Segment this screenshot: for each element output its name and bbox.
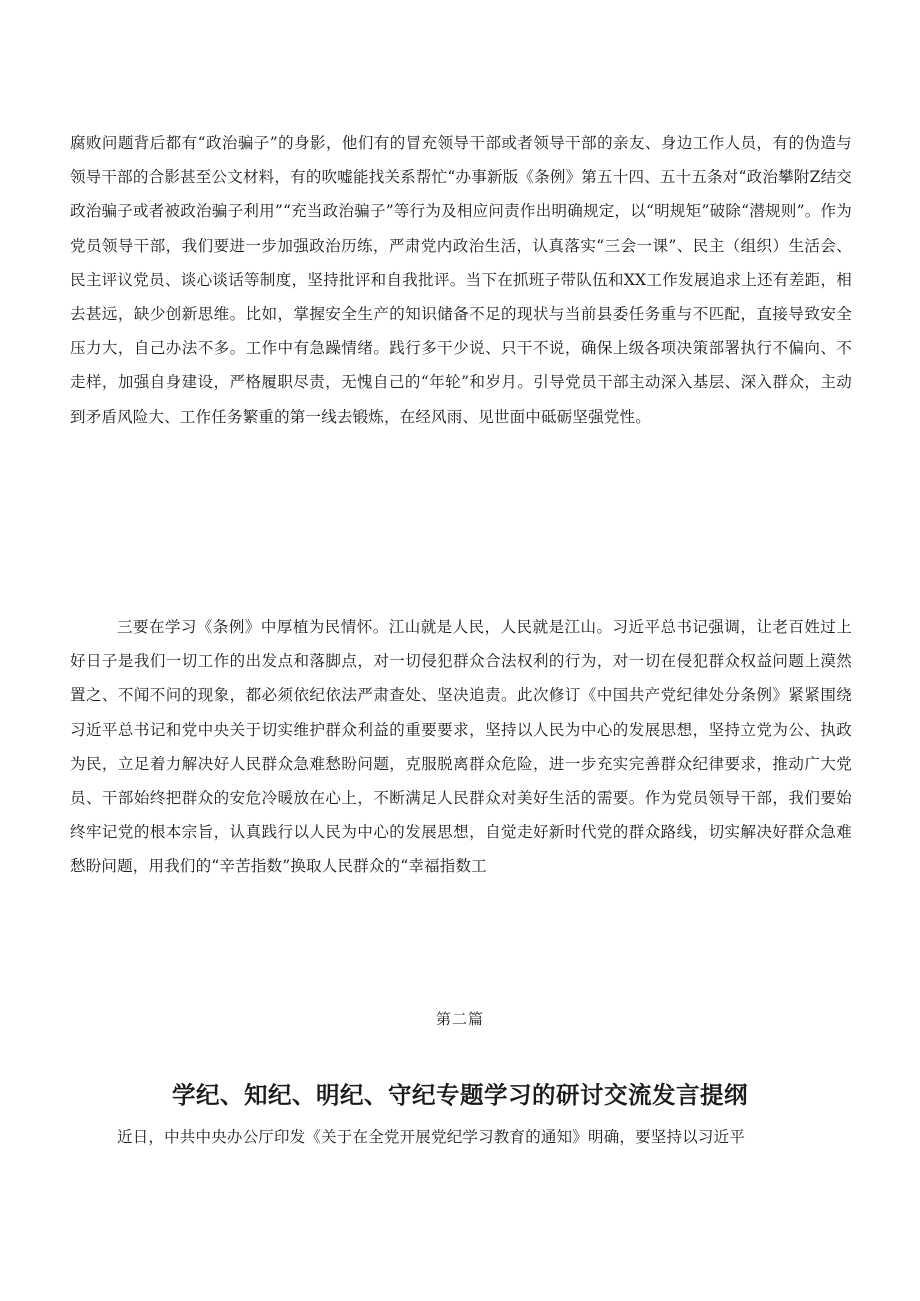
document-title: 学纪、知纪、明纪、守纪专题学习的研讨交流发言提纲 [172,1081,748,1109]
body-paragraph-2: 三要在学习《条例》中厚植为民情怀。江山就是人民，人民就是江山。习近平总书记强调，让老百姓过上好日子是我们一切工作的出发点和落脚点，对一切侵犯群众合法权利的行为，对一切在侵犯群众权益问题上漠然置之、不闻不问的现象，都必须依纪依法严肃查处、坚决追责。此次修订《中国共产党纪律处分条例》紧紧围绕习近平总书记和党中央关于切实维护群众利益的重要要求，坚持以人民为中心的发展思想，坚持立党为公、执政为民，立足着力解决好人民群众急难愁盼问题，克服脱离群众危险，进一步充实完善群众纪律要求，推动广大党员、干部始终把群众的安危冷暖放在心上，不断满足人民群众对美好生活的需要。作为党员领导干部，我们要始终牢记党的根本宗旨，认真践行以人民为中心的发展思想，自觉走好新时代党的群众路线，切实解决好群众急难愁盼问题，用我们的“辛苦指数”换取人民群众的“幸福指数工 [70,618,852,876]
body-paragraph-1: 腐败问题背后都有“政治骗子”的身影，他们有的冒充领导干部或者领导干部的亲友、身边工作人员，有的伪造与领导干部的合影甚至公文材料，有的吹嘘能找关系帮忙“办事新版《条例》第五十四、五十五条对“政治攀附Z结交政治骗子或者被政治骗子利用”“充当政治骗子”等行为及相应问责作出明确规定，以“明规矩”破除“潜规则”。作为党员领导干部，我们要进一步加强政治历练，严肃党内政治生活，认真落实“三会一课”、民主（组织）生活会、民主评议党员、谈心谈话等制度，坚持批评和自我批评。当下在抓班子带队伍和XX工作发展追求上还有差距，相去甚远，缺少创新思维。比如，掌握安全生产的知识储备不足的现状与当前县委任务重与不匹配，直接导致安全压力大，自己办法不多。工作中有急躁情绪。践行多干少说、只干不说，确保上级各项决策部署执行不偏向、不走样，加强自身建设，严格履职尽责，无愧自己的“年轮”和岁月。引导党员干部主动深入基层、深入群众，主动到矛盾风险大、工作任务繁重的第一线去锻炼，在经风雨、见世面中砥砺坚强党性。 [70,134,852,426]
section-label: 第二篇 [435,1010,484,1028]
body-paragraph-3: 近日，中共中央办公厅印发《关于在全党开展党纪学习教育的通知》明确，要坚持以习近平 [117,1128,746,1146]
